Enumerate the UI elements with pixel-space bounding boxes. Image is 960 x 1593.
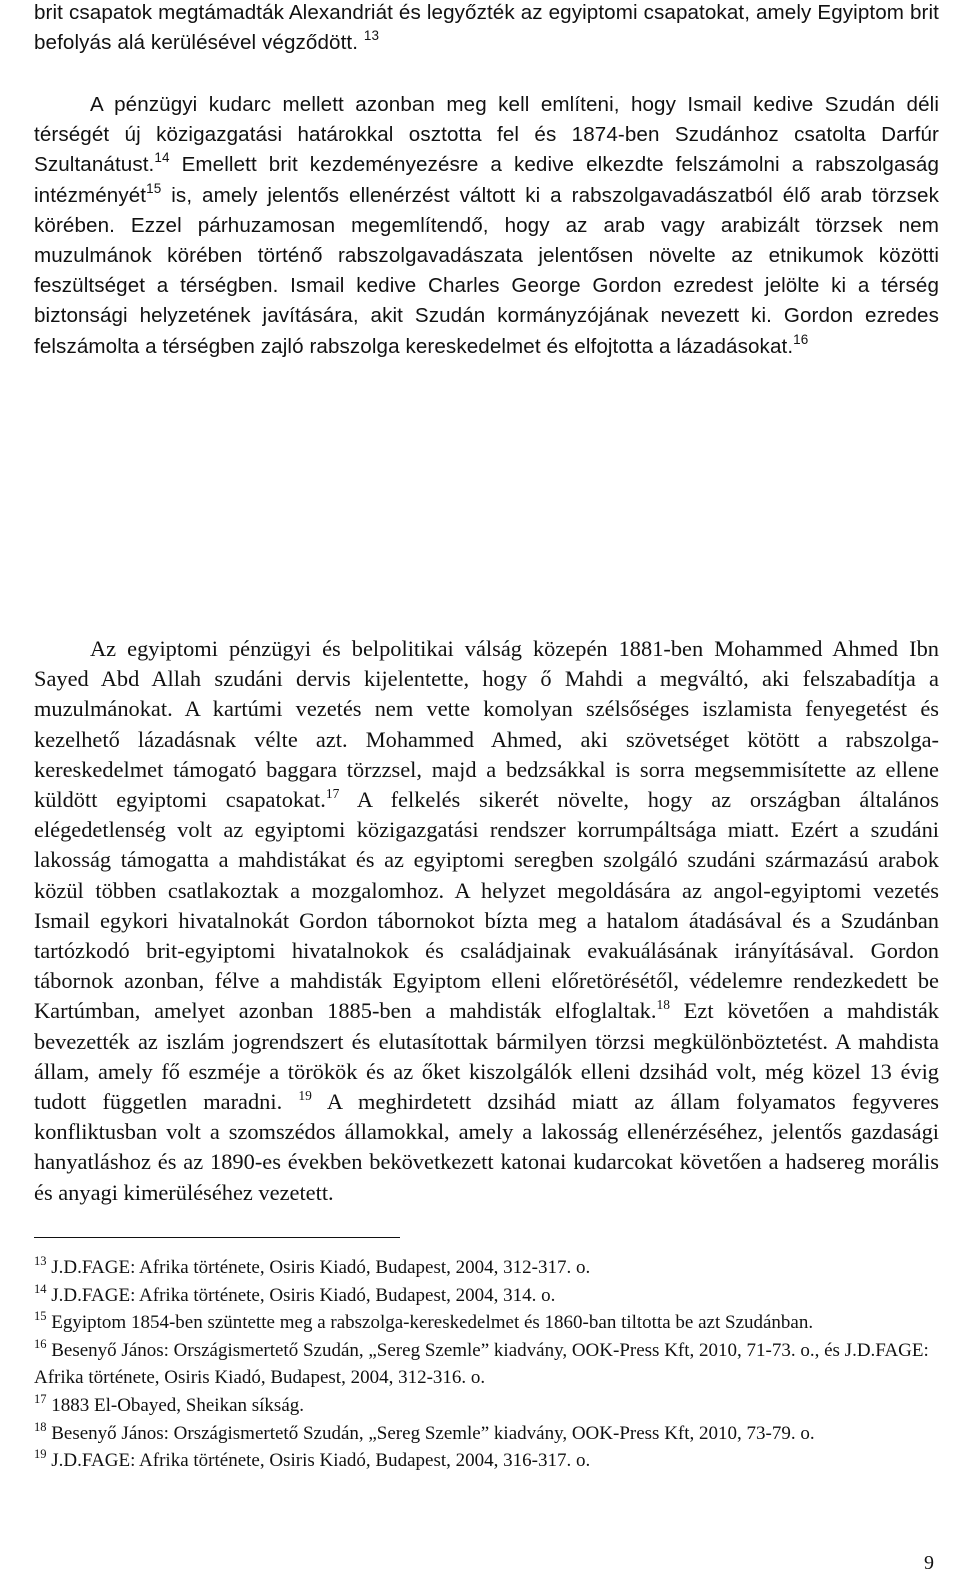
footnote-text: J.D.FAGE: Afrika története, Osiris Kiadó, Budapest, 2004, 312-317. o. [46, 1257, 591, 1278]
footnote-text: 1883 El-Obayed, Sheikan síkság. [46, 1394, 305, 1416]
footnote-item [34, 1282, 939, 1310]
footnote-number: 17 [34, 1391, 47, 1406]
paragraph-text: Az egyiptomi pénzügyi és belpolitikai válság közepén 1881-ben Mohammed Ahmed Ibn Sayed Abd Allah szudáni dervis kijelentette, hogy ő Mahdi a megváltó, aki felszabadítja a muzulmánokat. A kartúmi vezetés nem vette komolyan szélsőséges iszlamista fenyegetést és kezelhető lázadásnak vélte azt. Mohammed Ahmed, aki szövetséget kötött a rabszolga-kereskedelmet támogató baggara törzzsel, majd a bedzsákkal is sorra megsemmisítette az ellene küldött egyiptomi csapatokat. [34, 636, 939, 813]
footnote-text: Besenyő János: Országismertető Szudán, „Sereg Szemle” kiadvány, OOK-Press Kft, 2010, 71-73. o., és J.D.FAGE: Afrika története, Osiris Kiadó, Budapest, 2004, 312-316. o. [34, 1339, 929, 1389]
body-paragraph-3 [34, 634, 939, 1208]
footnote-item [34, 1392, 939, 1420]
footnote-ref[interactable]: 16 [793, 331, 809, 347]
footnote-ref[interactable]: 18 [656, 997, 670, 1013]
page-number: 9 [924, 1552, 934, 1574]
footnote-item [34, 1337, 939, 1392]
footnote-ref[interactable]: 17 [325, 786, 340, 802]
body-paragraph-2 [34, 90, 939, 362]
paragraph-text: brit csapatok megtámadták Alexandriát és legyőzték az egyiptomi csapatokat, amely Egyiptom brit befolyás alá kerülésével végződött. [34, 1, 939, 55]
paragraph-text: A meghirdetett dzsihád miatt az állam folyamatos fegyveres konfliktusban volt a szomszédos államokkal, amely a lakosság ellenérzéséhez, jelentős gazdasági hanyatláshoz és az 1890-es években bekövetkezett katonai kudarcokat követően a hadsereg morális és anyagi kimerüléséhez vezetett. [34, 1089, 939, 1205]
footnotes [34, 1254, 939, 1475]
footnote-item [34, 1420, 939, 1448]
footnote-text: J.D.FAGE: Afrika története, Osiris Kiadó, Budapest, 2004, 314. o. [46, 1284, 556, 1306]
footnote-text: Egyiptom 1854-ben szüntette meg a rabszolga-kereskedelmet és 1860-ban tiltotta be azt Szudánban. [46, 1312, 814, 1334]
footnote-number: 18 [34, 1419, 47, 1434]
footnote-text: Besenyő János: Országismertető Szudán, „Sereg Szemle” kiadvány, OOK-Press Kft, 2010, 73-79. o. [46, 1422, 815, 1444]
footnote-item [34, 1309, 939, 1337]
footnote-number: 14 [34, 1281, 47, 1296]
footnote-ref[interactable]: 15 [146, 180, 162, 196]
footnote-ref[interactable]: 13 [363, 28, 380, 44]
paragraph-text: Ezt követően a mahdisták bevezették az iszlám jogrendszert és elutasítottak bármilyen törzsi megkülönböztetést. A mahdista állam, amely fő eszméje a törökök és az őket kiszolgálók elleni dzsihád volt, még közel 13 évig tudott független maradni. [34, 998, 939, 1115]
paragraph-text: A pénzügyi kudarc mellett azonban meg kell említeni, hogy Ismail kedive Szudán déli térségét új közigazgatási határokkal osztotta fel és 1874-ben Szudánhoz csatolta Darfúr Szultanátust. [34, 93, 939, 177]
footnote-item [34, 1254, 939, 1282]
paragraph-text: A felkelés sikerét növelte, hogy az országban általános elégedetlenség volt az egyiptomi közigazgatási rendszer korrumpáltsága miatt. Ezért a szudáni lakosság támogatta a mahdistákat és az egyiptomi seregben szolgáló szudáni származású arabok közül többen csatlakoztak a mozgalomhoz. A helyzet megoldására az angol-egyiptomi vezetés Ismail egykori hivatalnokát Gordon tábornokot bízta meg a hatalom átadásával és a Szudánban tartózkodó brit-egyiptomi hivatalnokok és családjainak evakuálásának irányításával. Gordon tábornok azonban, félve a mahdisták Egyiptom elleni előretörésétől, védelemre rendezkedett be Kartúmban, amelyet azonban 1885-ben a mahdisták elfoglaltak. [34, 787, 940, 1024]
footnote-number: 16 [34, 1336, 47, 1351]
paragraph-text: Emellett brit kezdeményezésre a kedive elkezdte felszámolni a rabszolgaság intézményét [34, 153, 939, 207]
footnote-number: 19 [34, 1447, 47, 1462]
footnote-number: 15 [34, 1309, 47, 1324]
footnote-ref[interactable]: 19 [298, 1088, 312, 1104]
footnote-separator [34, 1237, 400, 1238]
footnote-number: 13 [34, 1254, 47, 1268]
footnote-text: J.D.FAGE: Afrika története, Osiris Kiadó, Budapest, 2004, 316-317. o. [46, 1450, 591, 1472]
paragraph-text: is, amely jelentős ellenérzést váltott ki a rabszolgavadászatból élő arab törzsek körében. Ezzel párhuzamosan megemlítendő, hogy az arab vagy arabizált törzsek nem muzulmánok körében történő rabszolgavadászata jelentősen növelte az etnikumok közötti feszültséget a térségben. Ismail kedive Charles George Gordon ezredest jelölte ki a térség biztonsági helyzetének javítására, akit Szudán kormányzójának nevezett ki. Gordon ezredes felszámolta a térségben zajló rabszolga kereskedelmet és elfojtotta a lázadásokat. [34, 183, 939, 358]
body-paragraph-1 [34, 0, 939, 58]
footnote-ref[interactable]: 14 [154, 150, 170, 166]
footnote-item [34, 1447, 939, 1475]
